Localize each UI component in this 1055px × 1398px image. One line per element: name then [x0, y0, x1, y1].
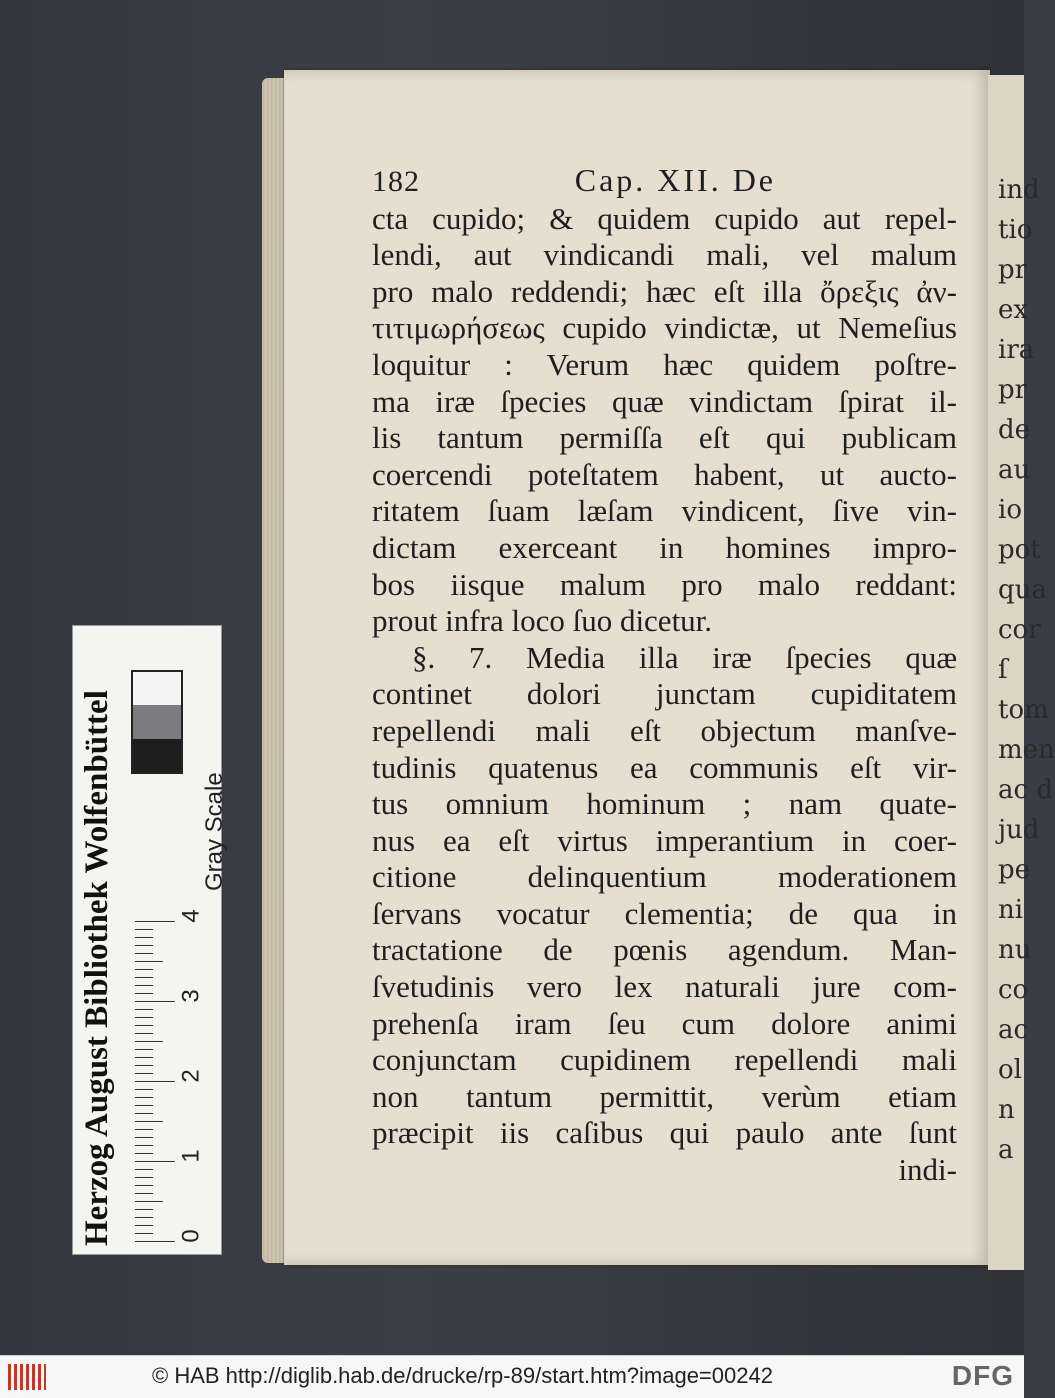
next-page-fragment: co — [998, 975, 1029, 1005]
ruler-tick — [135, 1113, 153, 1114]
next-page-fragment: ind — [998, 175, 1040, 205]
next-page-fragment: n — [998, 1095, 1015, 1125]
ruler-tick — [135, 1217, 153, 1218]
next-page-fragment: ac d — [998, 775, 1053, 805]
ruler-tick — [135, 1089, 153, 1090]
page-text — [372, 162, 962, 1189]
ruler-tick — [135, 1065, 153, 1066]
next-page-sliver — [988, 75, 1055, 1270]
text-line: non tantum permittit, verùm etiam — [372, 1078, 957, 1114]
next-page-fragment: de — [998, 415, 1031, 445]
ruler-tick — [135, 961, 163, 962]
ruler-tick — [135, 1225, 153, 1226]
text-line: pro malo reddendi; hæc eſt illa ὄρεξις ἀν- — [372, 273, 957, 309]
next-page-fragment: tio — [998, 215, 1033, 245]
next-page-fragment: ex — [998, 295, 1029, 325]
ruler-tick — [135, 1017, 153, 1018]
text-line: continet dolori junctam cupiditatem — [372, 676, 957, 712]
ruler-tick — [135, 977, 153, 978]
ruler-tick — [135, 985, 153, 986]
next-page-fragment: pot — [998, 535, 1041, 565]
ruler-tick — [135, 1049, 153, 1050]
text-line: præcipit iis caſibus qui paulo ante ſunt — [372, 1115, 957, 1151]
text-line: lis tantum permiſſa eſt qui publicam — [372, 420, 957, 456]
next-page-fragment: pe — [998, 855, 1031, 885]
ruler-number: 2 — [177, 1069, 205, 1083]
text-line: ma iræ ſpecies quæ vindictam ſpirat il- — [372, 383, 957, 419]
next-page-fragment: nu — [998, 935, 1032, 965]
ruler-tick — [135, 1185, 153, 1186]
text-line: coercendi poteſtatem habent, ut aucto- — [372, 456, 957, 492]
next-page-fragment: ira — [998, 335, 1035, 365]
ruler-tick — [135, 1129, 153, 1130]
text-line: nus ea eſt virtus imperantium in coer- — [372, 822, 957, 858]
swatch-white — [133, 672, 181, 705]
text-line: loquitur : Verum hæc quidem poſtre- — [372, 346, 957, 382]
ruler-number: 1 — [177, 1149, 205, 1163]
ruler-tick — [135, 1169, 153, 1170]
ruler-tick — [135, 929, 153, 930]
text-line: indi- — [898, 1152, 957, 1188]
ruler-tick — [135, 969, 153, 970]
ruler-tick — [135, 921, 175, 922]
text-line: ſervans vocatur clementia; de qua in — [372, 895, 957, 931]
ruler-tick — [135, 1001, 175, 1002]
ruler-number: 0 — [177, 1229, 205, 1243]
ruler-tick — [135, 1073, 153, 1074]
ruler-number: 4 — [177, 909, 205, 923]
next-page-fragment: men — [998, 735, 1055, 765]
text-line: tudinis quatenus ea communis eſt vir- — [372, 749, 957, 785]
library-logo-icon — [8, 1364, 46, 1390]
ruler-tick — [135, 1193, 153, 1194]
ruler-tick — [135, 1145, 153, 1146]
text-line: bos iisque malum pro malo reddant: — [372, 566, 957, 602]
next-page-fragment: ni — [998, 895, 1024, 925]
next-page-fragment: a — [998, 1135, 1014, 1165]
ruler-tick — [135, 945, 153, 946]
next-page-fragment: ſ — [998, 655, 1008, 685]
next-page-fragment: io — [998, 495, 1022, 525]
next-page-fragment: tom — [998, 695, 1049, 725]
text-line: ritatem ſuam læſam vindicent, ſive vin- — [372, 493, 957, 529]
gray-scale-label: Gray Scale — [201, 772, 228, 891]
text-line: lendi, aut vindicandi mali, vel malum — [372, 237, 957, 273]
swatch-black — [133, 739, 181, 772]
text-lines — [372, 201, 962, 1189]
text-line: tus omnium hominum ; nam quate- — [372, 786, 957, 822]
running-header — [372, 162, 950, 201]
ruler-tick — [135, 937, 153, 938]
color-scale-ruler — [72, 625, 228, 1255]
text-line: conjunctam cupidinem repellendi mali — [372, 1042, 957, 1078]
text-line: ſvetudinis vero lex naturali jure com- — [372, 969, 957, 1005]
text-line: dictam exerceant in homines impro- — [372, 529, 957, 565]
ruler-tick — [135, 1009, 153, 1010]
ruler-tick — [135, 1121, 163, 1122]
ruler-tick — [135, 993, 153, 994]
ruler-tick — [135, 1025, 153, 1026]
ruler-tick — [135, 1081, 175, 1082]
next-page-fragment: pr — [998, 255, 1028, 285]
next-page-fragment: cor — [998, 615, 1041, 645]
ruler-tick — [135, 1097, 153, 1098]
ruler-number: 3 — [177, 989, 205, 1003]
institution-label: Herzog August Bibliothek Wolfenbüttel — [79, 690, 115, 1246]
text-line: repellendi mali eſt objectum manſve- — [372, 712, 957, 748]
ruler-tick — [135, 1201, 163, 1202]
text-line: prehenſa iram ſeu cum dolore animi — [372, 1005, 957, 1041]
swatch-gray — [133, 705, 181, 738]
credit-link[interactable]: © HAB http://diglib.hab.de/drucke/rp-89/start.htm?image=00242 — [152, 1363, 773, 1388]
ruler-tick — [135, 1177, 153, 1178]
ruler-tick — [135, 1161, 175, 1162]
text-line: cta cupido; & quidem cupido aut repel- — [372, 200, 957, 236]
next-page-fragment: qua — [998, 575, 1047, 605]
chapter-heading: Cap. XII. De — [574, 162, 776, 198]
ruler-tick — [135, 1209, 153, 1210]
ruler-tick — [135, 1153, 153, 1154]
text-line: τιτιμωρήσεως cupido vindictæ, ut Nemeſius — [372, 310, 957, 346]
next-page-fragment: au — [998, 455, 1031, 485]
text-line: §. 7. Media illa iræ ſpecies quæ — [412, 639, 957, 675]
next-page-fragment: jud — [998, 815, 1040, 845]
footer-bar — [0, 1355, 1024, 1398]
ruler-tick — [135, 1041, 163, 1042]
next-page-fragment: pr — [998, 375, 1028, 405]
text-line: citione delinquentium moderationem — [372, 859, 957, 895]
gray-swatches — [131, 670, 183, 774]
ruler-ticks — [135, 921, 175, 1241]
ruler-tick — [135, 1033, 153, 1034]
text-line: prout infra loco ſuo dicetur. — [372, 603, 713, 639]
page-number: 182 — [372, 165, 420, 198]
next-page-fragment: ol — [998, 1055, 1022, 1085]
text-line: tractatione de pœnis agendum. Man- — [372, 932, 957, 968]
ruler-tick — [135, 1057, 153, 1058]
dfg-logo: DFG — [951, 1360, 1014, 1391]
ruler-tick — [135, 1233, 153, 1234]
ruler-tick — [135, 1105, 153, 1106]
ruler-tick — [135, 953, 153, 954]
ruler-tick — [135, 1137, 153, 1138]
ruler-tick — [135, 1241, 175, 1242]
next-page-fragment: ac — [998, 1015, 1029, 1045]
